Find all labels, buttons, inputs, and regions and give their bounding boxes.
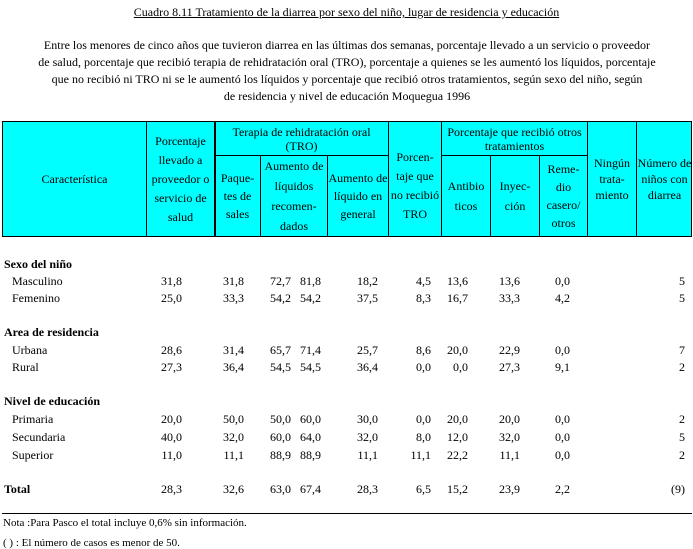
section-heading — [0, 325, 693, 341]
description-line: de residencia y nivel de educación Moquegua 1996 — [223, 89, 471, 103]
cell-value: 22,9 — [499, 343, 520, 357]
cell-value: 13,6 — [499, 274, 520, 288]
cell-value: 33,3 — [499, 291, 520, 305]
cell-value: 7 — [679, 343, 685, 357]
table-row — [0, 291, 693, 307]
row-label: Primaria — [12, 412, 54, 426]
cell-value: 8,6 — [416, 343, 431, 357]
cell-value: 5 — [679, 291, 685, 305]
cell-value: 32,0 — [357, 430, 378, 444]
cell-value: 36,4 — [357, 360, 378, 374]
section-title: Nivel de educación — [4, 394, 100, 408]
cell-value: 12,0 — [447, 430, 468, 444]
cell-value: (9) — [671, 482, 685, 496]
cell-value: 2 — [679, 360, 685, 374]
total-label: Total — [4, 482, 31, 496]
cell-value: 23,9 — [499, 482, 520, 496]
cell-value: 54,2 — [270, 291, 291, 305]
table-row — [0, 360, 693, 376]
table-row — [0, 412, 693, 428]
cell-value: 65,7 — [270, 343, 291, 357]
row-label: Rural — [12, 360, 39, 374]
cell-value: 30,0 — [357, 412, 378, 426]
cell-value: 37,5 — [357, 291, 378, 305]
footnote: ( ) : El número de casos es menor de 50. — [3, 537, 180, 549]
cell-value: 11,1 — [499, 448, 520, 462]
row-label: Secundaria — [12, 430, 66, 444]
description-line: de salud, porcentaje que recibió terapia de rehidratación oral (TRO), porcentaje a quienes se les aumentó los líquidos, porcentaje — [38, 55, 656, 69]
row-label: Urbana — [12, 343, 48, 357]
footnote: Nota :Para Pasco el total incluye 0,6% sin información. — [3, 517, 247, 529]
cell-value: 67,4 — [300, 482, 321, 496]
section-heading — [0, 394, 693, 410]
row-label: Superior — [12, 448, 54, 462]
cell-value: 20,0 — [447, 343, 468, 357]
cell-value: 2 — [679, 448, 685, 462]
header-remedio: Reme-dio casero/ otros — [546, 162, 581, 230]
cell-value: 6,5 — [416, 482, 431, 496]
cell-value: 54,5 — [270, 360, 291, 374]
cell-value: 32,6 — [223, 482, 244, 496]
divider — [2, 513, 692, 514]
cell-value: 27,3 — [161, 360, 182, 374]
section-heading — [0, 257, 693, 273]
cell-value: 50,0 — [223, 412, 244, 426]
cell-value: 81,8 — [300, 274, 321, 288]
header-aumento-general: Aumento de líquido en general — [328, 171, 388, 221]
cell-value: 0,0 — [555, 448, 570, 462]
cell-value: 18,2 — [357, 274, 378, 288]
cell-value: 64,0 — [300, 430, 321, 444]
cell-value: 25,7 — [357, 343, 378, 357]
header-caracteristica: Característica — [41, 172, 108, 186]
header-otros-group: Porcentaje que recibió otros tratamientos — [447, 124, 582, 153]
cell-value: 27,3 — [499, 360, 520, 374]
cell-value: 36,4 — [223, 360, 244, 374]
section-title: Area de residencia — [4, 325, 99, 339]
row-label: Masculino — [12, 274, 63, 288]
cell-value: 0,0 — [453, 360, 468, 374]
cell-value: 60,0 — [270, 430, 291, 444]
cell-value: 88,9 — [300, 448, 321, 462]
table-row — [0, 274, 693, 290]
description-line: Entre los menores de cinco años que tuvieron diarrea en las últimas dos semanas, porcentaje llevado a un servicio o proveedor — [43, 38, 651, 52]
cell-value: 0,0 — [416, 360, 431, 374]
cell-value: 11,0 — [161, 448, 182, 462]
cell-value: 8,3 — [416, 291, 431, 305]
cell-value: 22,2 — [447, 448, 468, 462]
header-aumento-recomendados: Aumento de líquidos recomen-dados — [264, 159, 324, 233]
cell-value: 13,6 — [447, 274, 468, 288]
cell-value: 20,0 — [161, 412, 182, 426]
cell-value: 4,2 — [555, 291, 570, 305]
cell-value: 0,0 — [555, 343, 570, 357]
header-inyeccion: Inyec-ción — [499, 179, 531, 213]
cell-value: 33,3 — [223, 291, 244, 305]
cell-value: 2,2 — [555, 482, 570, 496]
cell-value: 11,1 — [223, 448, 244, 462]
header-paquetes: Paque-tes de sales — [220, 171, 255, 221]
cell-value: 20,0 — [499, 412, 520, 426]
cell-value: 8,0 — [416, 430, 431, 444]
header-no-tro: Porcen-taje que no recibió TRO — [390, 150, 440, 221]
cell-value: 4,5 — [416, 274, 431, 288]
cell-value: 32,0 — [499, 430, 520, 444]
cell-value: 31,8 — [161, 274, 182, 288]
cell-value: 31,4 — [223, 343, 244, 357]
cell-value: 31,8 — [223, 274, 244, 288]
cell-value: 28,6 — [161, 343, 182, 357]
cell-value: 0,0 — [555, 430, 570, 444]
cell-value: 54,5 — [300, 360, 321, 374]
description-line: que no recibió ni TRO ni se le aumentó los líquidos y porcentaje que recibió otros tratamientos, según sexo del niño, según — [51, 72, 643, 86]
cell-value: 11,1 — [357, 448, 378, 462]
cell-value: 50,0 — [270, 412, 291, 426]
cell-value: 60,0 — [300, 412, 321, 426]
table-title: Cuadro 8.11 Tratamiento de la diarrea por sexo del niño, lugar de residencia y educación — [133, 5, 560, 19]
cell-value: 28,3 — [357, 482, 378, 496]
cell-value: 72,7 — [270, 274, 291, 288]
table-description — [2, 37, 692, 105]
table-row — [0, 430, 693, 446]
cell-value: 2 — [679, 412, 685, 426]
table-row — [0, 448, 693, 464]
header-numero: Número de niños con diarrea — [637, 156, 692, 202]
cell-value: 28,3 — [161, 482, 182, 496]
row-label: Femenino — [12, 291, 60, 305]
cell-value: 54,2 — [300, 291, 321, 305]
cell-value: 25,0 — [161, 291, 182, 305]
cell-value: 32,0 — [223, 430, 244, 444]
header-ningun: Ningún trata-miento — [594, 156, 630, 202]
table-row — [0, 343, 693, 359]
cell-value: 5 — [679, 430, 685, 444]
cell-value: 0,0 — [416, 412, 431, 426]
cell-value: 9,1 — [555, 360, 570, 374]
header-tro-group: Terapia de rehidratación oral (TRO) — [232, 124, 371, 153]
cell-value: 71,4 — [300, 343, 321, 357]
cell-value: 15,2 — [447, 482, 468, 496]
cell-value: 5 — [679, 274, 685, 288]
cell-value: 40,0 — [161, 430, 182, 444]
cell-value: 0,0 — [555, 274, 570, 288]
cell-value: 63,0 — [270, 482, 291, 496]
total-row — [0, 482, 693, 498]
cell-value: 11,1 — [410, 448, 431, 462]
cell-value: 0,0 — [555, 412, 570, 426]
header-antibioticos: Antibio ticos — [447, 179, 485, 213]
cell-value: 20,0 — [447, 412, 468, 426]
table-header — [2, 121, 692, 237]
section-title: Sexo del niño — [4, 257, 73, 271]
cell-value: 88,9 — [270, 448, 291, 462]
header-proveedor: Porcentaje llevado a proveedor o servicio de salud — [151, 133, 210, 224]
cell-value: 16,7 — [447, 291, 468, 305]
